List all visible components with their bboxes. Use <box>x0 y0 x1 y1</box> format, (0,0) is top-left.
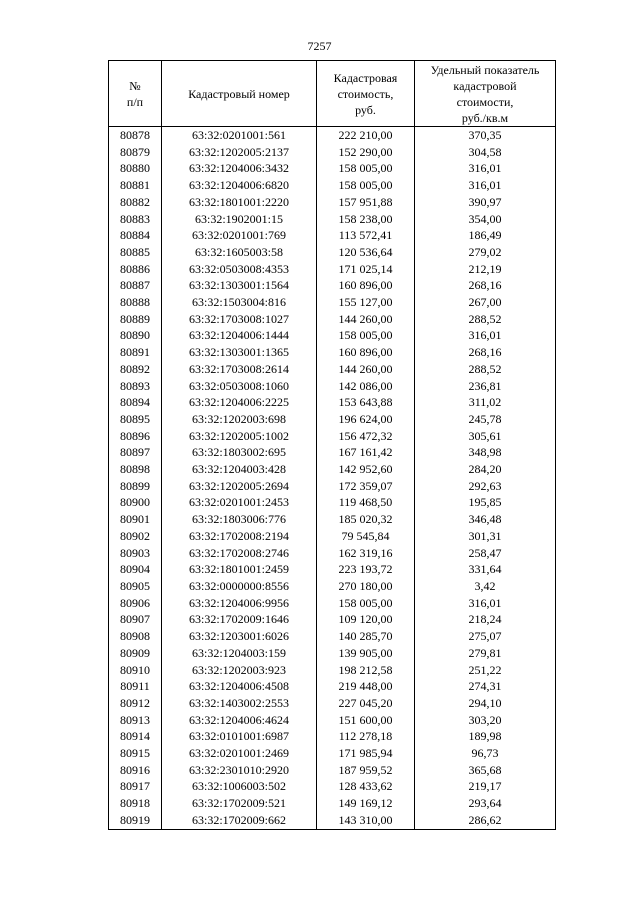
table-row <box>109 244 556 261</box>
cell-cadastral-value: 144 260,00 <box>317 311 415 328</box>
cell-row-number: 80881 <box>109 177 162 194</box>
cell-cadastral-value: 270 180,00 <box>317 578 415 595</box>
cell-cadastral-value: 158 238,00 <box>317 211 415 228</box>
cell-specific-value: 365,68 <box>415 762 556 779</box>
cell-specific-value: 303,20 <box>415 712 556 729</box>
cell-row-number: 80918 <box>109 795 162 812</box>
cell-cadastral-value: 219 448,00 <box>317 678 415 695</box>
cell-specific-value: 274,31 <box>415 678 556 695</box>
table-header <box>109 61 556 127</box>
header-cadastral-number: Кадастровый номер <box>162 61 317 127</box>
cell-cadastral-number: 63:32:1204006:2225 <box>162 394 317 411</box>
cell-specific-value: 316,01 <box>415 327 556 344</box>
cell-cadastral-number: 63:32:1204006:1444 <box>162 327 317 344</box>
cell-cadastral-number: 63:32:1202005:1002 <box>162 428 317 445</box>
cell-cadastral-value: 119 468,50 <box>317 494 415 511</box>
cell-cadastral-value: 167 161,42 <box>317 444 415 461</box>
cell-row-number: 80885 <box>109 244 162 261</box>
cell-specific-value: 284,20 <box>415 461 556 478</box>
cell-specific-value: 219,17 <box>415 778 556 795</box>
cell-cadastral-value: 160 896,00 <box>317 277 415 294</box>
table-row <box>109 227 556 244</box>
table-row <box>109 294 556 311</box>
cell-cadastral-value: 144 260,00 <box>317 361 415 378</box>
cell-cadastral-number: 63:32:0503008:4353 <box>162 261 317 278</box>
cell-row-number: 80912 <box>109 695 162 712</box>
cell-specific-value: 294,10 <box>415 695 556 712</box>
cell-cadastral-value: 171 985,94 <box>317 745 415 762</box>
table-row <box>109 678 556 695</box>
table-row <box>109 611 556 628</box>
cell-cadastral-number: 63:32:1902001:15 <box>162 211 317 228</box>
cell-row-number: 80894 <box>109 394 162 411</box>
cell-row-number: 80902 <box>109 528 162 545</box>
cell-specific-value: 212,19 <box>415 261 556 278</box>
cell-cadastral-number: 63:32:1303001:1564 <box>162 277 317 294</box>
cell-specific-value: 96,73 <box>415 745 556 762</box>
page-number: 7257 <box>307 39 332 53</box>
cell-cadastral-number: 63:32:0503008:1060 <box>162 378 317 395</box>
cell-cadastral-value: 112 278,18 <box>317 728 415 745</box>
cell-row-number: 80878 <box>109 127 162 144</box>
cell-specific-value: 346,48 <box>415 511 556 528</box>
table-row <box>109 795 556 812</box>
table-row <box>109 394 556 411</box>
cell-cadastral-value: 160 896,00 <box>317 344 415 361</box>
cell-row-number: 80896 <box>109 428 162 445</box>
table-body <box>109 127 556 830</box>
cell-cadastral-value: 152 290,00 <box>317 144 415 161</box>
cell-cadastral-value: 109 120,00 <box>317 611 415 628</box>
table-row <box>109 478 556 495</box>
cell-specific-value: 3,42 <box>415 578 556 595</box>
cell-cadastral-value: 158 005,00 <box>317 327 415 344</box>
cell-cadastral-value: 185 020,32 <box>317 511 415 528</box>
cell-specific-value: 195,85 <box>415 494 556 511</box>
cell-cadastral-number: 63:32:0201001:769 <box>162 227 317 244</box>
cell-specific-value: 279,81 <box>415 645 556 662</box>
cell-cadastral-value: 156 472,32 <box>317 428 415 445</box>
cell-cadastral-number: 63:32:1801001:2459 <box>162 561 317 578</box>
cell-cadastral-number: 63:32:1202005:2694 <box>162 478 317 495</box>
cell-row-number: 80905 <box>109 578 162 595</box>
cell-specific-value: 292,63 <box>415 478 556 495</box>
cell-specific-value: 331,64 <box>415 561 556 578</box>
cell-specific-value: 293,64 <box>415 795 556 812</box>
cell-cadastral-value: 139 905,00 <box>317 645 415 662</box>
cell-specific-value: 311,02 <box>415 394 556 411</box>
cell-specific-value: 316,01 <box>415 595 556 612</box>
table-row <box>109 528 556 545</box>
cell-cadastral-value: 157 951,88 <box>317 194 415 211</box>
table-row <box>109 327 556 344</box>
table-row <box>109 344 556 361</box>
cell-specific-value: 268,16 <box>415 277 556 294</box>
cell-row-number: 80906 <box>109 595 162 612</box>
table-row <box>109 812 556 829</box>
header-row <box>109 61 556 127</box>
cell-row-number: 80915 <box>109 745 162 762</box>
table-row <box>109 411 556 428</box>
cell-cadastral-value: 142 952,60 <box>317 461 415 478</box>
cell-cadastral-number: 63:32:1204003:159 <box>162 645 317 662</box>
cell-row-number: 80889 <box>109 311 162 328</box>
cell-row-number: 80893 <box>109 378 162 395</box>
table-row <box>109 261 556 278</box>
header-specific-value: Удельный показатель кадастровой стоимости, руб./кв.м <box>415 61 556 127</box>
cell-cadastral-value: 172 359,07 <box>317 478 415 495</box>
cell-cadastral-number: 63:32:1303001:1365 <box>162 344 317 361</box>
cell-cadastral-value: 149 169,12 <box>317 795 415 812</box>
cell-specific-value: 390,97 <box>415 194 556 211</box>
cell-cadastral-number: 63:32:1202003:698 <box>162 411 317 428</box>
table-row <box>109 712 556 729</box>
cell-cadastral-number: 63:32:1204006:4624 <box>162 712 317 729</box>
cell-cadastral-number: 63:32:1503004:816 <box>162 294 317 311</box>
cell-cadastral-value: 113 572,41 <box>317 227 415 244</box>
cell-cadastral-number: 63:32:1703008:1027 <box>162 311 317 328</box>
cell-cadastral-number: 63:32:2301010:2920 <box>162 762 317 779</box>
table-row <box>109 578 556 595</box>
table-row <box>109 511 556 528</box>
cell-cadastral-value: 187 959,52 <box>317 762 415 779</box>
table-row <box>109 745 556 762</box>
cell-specific-value: 316,01 <box>415 160 556 177</box>
cell-cadastral-number: 63:32:1204006:6820 <box>162 177 317 194</box>
table-row <box>109 728 556 745</box>
cell-cadastral-value: 222 210,00 <box>317 127 415 144</box>
cell-row-number: 80909 <box>109 645 162 662</box>
table-row <box>109 444 556 461</box>
cell-row-number: 80892 <box>109 361 162 378</box>
cell-row-number: 80897 <box>109 444 162 461</box>
cell-row-number: 80907 <box>109 611 162 628</box>
cell-row-number: 80917 <box>109 778 162 795</box>
cell-cadastral-number: 63:32:1203001:6026 <box>162 628 317 645</box>
cell-specific-value: 354,00 <box>415 211 556 228</box>
cell-row-number: 80882 <box>109 194 162 211</box>
cell-cadastral-value: 158 005,00 <box>317 177 415 194</box>
cell-row-number: 80911 <box>109 678 162 695</box>
table-row <box>109 645 556 662</box>
cell-row-number: 80884 <box>109 227 162 244</box>
cell-specific-value: 348,98 <box>415 444 556 461</box>
cell-specific-value: 288,52 <box>415 361 556 378</box>
table-row <box>109 762 556 779</box>
table-row <box>109 461 556 478</box>
cell-row-number: 80890 <box>109 327 162 344</box>
cell-row-number: 80901 <box>109 511 162 528</box>
cell-specific-value: 218,24 <box>415 611 556 628</box>
cell-row-number: 80895 <box>109 411 162 428</box>
cell-cadastral-value: 142 086,00 <box>317 378 415 395</box>
table-row <box>109 494 556 511</box>
cell-cadastral-number: 63:32:0201001:2453 <box>162 494 317 511</box>
cell-cadastral-value: 171 025,14 <box>317 261 415 278</box>
cell-row-number: 80919 <box>109 812 162 829</box>
cell-specific-value: 189,98 <box>415 728 556 745</box>
cell-specific-value: 268,16 <box>415 344 556 361</box>
table-row <box>109 628 556 645</box>
table-row <box>109 545 556 562</box>
cell-cadastral-number: 63:32:0101001:6987 <box>162 728 317 745</box>
cell-cadastral-number: 63:32:1801001:2220 <box>162 194 317 211</box>
table-row <box>109 662 556 679</box>
table-row <box>109 595 556 612</box>
cell-cadastral-number: 63:32:1702009:662 <box>162 812 317 829</box>
cell-cadastral-number: 63:32:1803006:776 <box>162 511 317 528</box>
cell-cadastral-number: 63:32:1202003:923 <box>162 662 317 679</box>
cell-cadastral-number: 63:32:1703008:2614 <box>162 361 317 378</box>
cell-specific-value: 267,00 <box>415 294 556 311</box>
cell-row-number: 80916 <box>109 762 162 779</box>
cell-cadastral-number: 63:32:1702009:521 <box>162 795 317 812</box>
cell-cadastral-value: 79 545,84 <box>317 528 415 545</box>
cell-specific-value: 251,22 <box>415 662 556 679</box>
cell-specific-value: 186,49 <box>415 227 556 244</box>
cell-cadastral-value: 227 045,20 <box>317 695 415 712</box>
cell-row-number: 80900 <box>109 494 162 511</box>
cell-cadastral-number: 63:32:0201001:2469 <box>162 745 317 762</box>
cell-row-number: 80904 <box>109 561 162 578</box>
cell-row-number: 80880 <box>109 160 162 177</box>
table-row <box>109 561 556 578</box>
table-row <box>109 194 556 211</box>
cell-row-number: 80899 <box>109 478 162 495</box>
cell-specific-value: 301,31 <box>415 528 556 545</box>
cell-cadastral-value: 120 536,64 <box>317 244 415 261</box>
cell-cadastral-number: 63:32:0000000:8556 <box>162 578 317 595</box>
cell-specific-value: 288,52 <box>415 311 556 328</box>
table-row <box>109 361 556 378</box>
cell-specific-value: 370,35 <box>415 127 556 144</box>
cell-cadastral-number: 63:32:1204006:9956 <box>162 595 317 612</box>
cell-row-number: 80887 <box>109 277 162 294</box>
table-row <box>109 311 556 328</box>
cell-cadastral-value: 162 319,16 <box>317 545 415 562</box>
cell-cadastral-value: 140 285,70 <box>317 628 415 645</box>
cell-row-number: 80879 <box>109 144 162 161</box>
cell-row-number: 80910 <box>109 662 162 679</box>
cell-row-number: 80908 <box>109 628 162 645</box>
cell-cadastral-value: 196 624,00 <box>317 411 415 428</box>
cell-cadastral-number: 63:32:1202005:2137 <box>162 144 317 161</box>
table-row <box>109 695 556 712</box>
cell-cadastral-number: 63:32:1006003:502 <box>162 778 317 795</box>
cell-cadastral-number: 63:32:1702008:2746 <box>162 545 317 562</box>
cell-cadastral-number: 63:32:1803002:695 <box>162 444 317 461</box>
cell-cadastral-number: 63:32:1204003:428 <box>162 461 317 478</box>
cell-cadastral-value: 151 600,00 <box>317 712 415 729</box>
cell-specific-value: 316,01 <box>415 177 556 194</box>
cell-specific-value: 245,78 <box>415 411 556 428</box>
cell-row-number: 80913 <box>109 712 162 729</box>
table-row <box>109 211 556 228</box>
cell-row-number: 80883 <box>109 211 162 228</box>
table-row <box>109 177 556 194</box>
cell-specific-value: 279,02 <box>415 244 556 261</box>
cell-row-number: 80914 <box>109 728 162 745</box>
cell-specific-value: 258,47 <box>415 545 556 562</box>
cell-cadastral-number: 63:32:1204006:4508 <box>162 678 317 695</box>
cell-cadastral-value: 158 005,00 <box>317 595 415 612</box>
cell-row-number: 80903 <box>109 545 162 562</box>
cell-cadastral-value: 198 212,58 <box>317 662 415 679</box>
table-row <box>109 778 556 795</box>
cell-row-number: 80886 <box>109 261 162 278</box>
cell-cadastral-value: 143 310,00 <box>317 812 415 829</box>
table-row <box>109 277 556 294</box>
cell-cadastral-number: 63:32:1702009:1646 <box>162 611 317 628</box>
table-row <box>109 160 556 177</box>
cell-cadastral-number: 63:32:0201001:561 <box>162 127 317 144</box>
table-row <box>109 127 556 144</box>
table-row <box>109 428 556 445</box>
cell-cadastral-number: 63:32:1403002:2553 <box>162 695 317 712</box>
cell-row-number: 80891 <box>109 344 162 361</box>
header-row-number: № п/п <box>109 61 162 127</box>
cell-specific-value: 236,81 <box>415 378 556 395</box>
cell-specific-value: 304,58 <box>415 144 556 161</box>
cell-cadastral-number: 63:32:1605003:58 <box>162 244 317 261</box>
header-cadastral-value: Кадастровая стоимость, руб. <box>317 61 415 127</box>
cell-cadastral-value: 153 643,88 <box>317 394 415 411</box>
cell-specific-value: 305,61 <box>415 428 556 445</box>
cell-specific-value: 286,62 <box>415 812 556 829</box>
cell-cadastral-number: 63:32:1702008:2194 <box>162 528 317 545</box>
table-row <box>109 144 556 161</box>
cell-cadastral-value: 155 127,00 <box>317 294 415 311</box>
cell-row-number: 80898 <box>109 461 162 478</box>
cell-row-number: 80888 <box>109 294 162 311</box>
cell-cadastral-value: 128 433,62 <box>317 778 415 795</box>
cadastral-value-table <box>108 60 556 830</box>
cell-cadastral-value: 158 005,00 <box>317 160 415 177</box>
cell-cadastral-number: 63:32:1204006:3432 <box>162 160 317 177</box>
cell-specific-value: 275,07 <box>415 628 556 645</box>
cell-cadastral-value: 223 193,72 <box>317 561 415 578</box>
table-row <box>109 378 556 395</box>
